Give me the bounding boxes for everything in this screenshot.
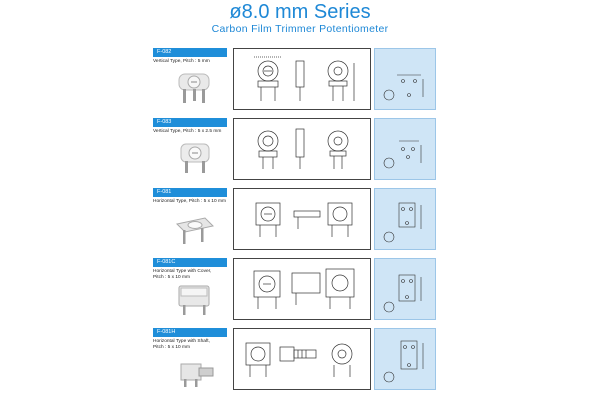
model-tag: F-081 [153,188,227,197]
page-title: ø8.0 mm Series [229,1,371,23]
product-row [153,328,437,392]
product-photo [171,350,219,388]
product-row [153,188,437,252]
dimension-drawing [233,118,371,180]
pcb-layout [374,48,436,110]
product-row [153,258,437,322]
product-photo [171,70,219,108]
model-description: Vertical Type, Pitch : 5 x 2.5 mm [153,129,222,134]
product-photo [171,210,219,248]
model-description: Vertical Type, Pitch : 5 mm [153,59,210,64]
product-photo [171,140,219,178]
model-description: Horizontal Type with Shaft, Pitch : 5 x 10 mm [153,339,210,350]
dimension-drawing [233,48,371,110]
model-description: Horizontal Type, Pitch : 5 x 10 mm [153,199,226,204]
pcb-layout [374,258,436,320]
model-tag: F-081C [153,258,227,267]
product-row [153,118,437,182]
model-tag: F-083 [153,118,227,127]
dimension-drawing [233,188,371,250]
dimension-drawing [233,258,371,320]
product-photo [171,280,219,318]
page-subtitle: Carbon Film Trimmer Potentiometer [211,23,389,35]
pcb-layout [374,188,436,250]
pcb-layout [374,118,436,180]
pcb-layout [374,328,436,390]
dimension-drawing [233,328,371,390]
model-description: Horizontal Type with Cover, Pitch : 5 x 10 mm [153,269,212,280]
model-tag: F-082 [153,48,227,57]
model-tag: F-081H [153,328,227,337]
product-row [153,48,437,112]
